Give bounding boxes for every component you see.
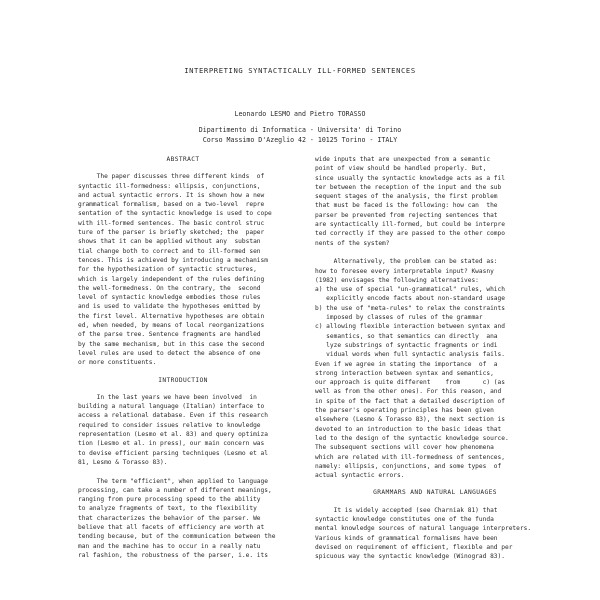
text-line: believe that all facets of efficiency are worth at <box>78 523 265 531</box>
text-line: nents of the system? <box>315 239 390 247</box>
text-line: that characterizes the behavior of the parser. We <box>78 514 261 522</box>
text-line: Various kinds of grammatical formalisms have been <box>315 534 498 542</box>
introduction-heading: INTRODUCTION <box>158 376 208 384</box>
text-line: tion (Lesmo et al. in press), our main concern was <box>78 440 265 448</box>
text-line: our approach is quite different from c) (as <box>315 379 505 387</box>
text-line: led to the design of the syntactic knowledge source. <box>315 434 509 442</box>
text-line: 81, Lesmo & Torasso 83). <box>78 458 168 466</box>
affiliation-line: Dipartimento di Informatica - Universita' di Torino <box>198 126 402 134</box>
text-line: the parser's operating principles has been given <box>315 407 494 415</box>
text-line: access a relational database. Even if this research <box>78 412 268 420</box>
text-line: syntactic knowledge constitutes one of the funda <box>315 515 494 523</box>
text-line: a) the use of special "un-grammatical" rules, which <box>315 286 505 294</box>
text-line: to analyze fragments of text, to the flexibility <box>78 505 257 513</box>
text-line: devoted to an introduction to the basic ideas that <box>315 425 502 433</box>
introduction-body <box>78 393 288 560</box>
text-line: parser be prevented from rejecting sentences that <box>315 211 498 219</box>
text-line: (1982) envisages the following alternatives: <box>315 276 479 284</box>
text-line: c) allowing flexible interaction between syntax and <box>315 323 505 331</box>
text-line: level rules are used to detect the absence of one <box>78 349 261 357</box>
text-line: shows that it can be applied without any substan <box>78 238 261 246</box>
text-line: tending because, but of the communication between the <box>78 533 276 541</box>
text-line: lyze substrings of syntactic fragments or indi <box>315 341 498 349</box>
text-line: by the same mechanism, but in this case the second <box>78 340 265 348</box>
text-line: ter between the reception of the input and the sub <box>315 183 502 191</box>
text-line: Even if we agree in stating the importance of a <box>315 360 498 368</box>
author-line: Leonardo LESMO and Pietro TORASSO <box>234 110 366 118</box>
text-line: In the last years we have been involved in <box>78 393 257 401</box>
text-line: since usually the syntactic knowledge acts as a fil <box>315 174 505 182</box>
right-column-body <box>315 155 555 480</box>
text-line: wide inputs that are unexpected from a semantic <box>315 156 491 163</box>
abstract-heading: ABSTRACT <box>166 156 200 163</box>
text-line: ture of the parser is briefly sketched; the paper <box>78 229 265 237</box>
text-line: explicitly encode facts about non-standard usage <box>315 295 505 303</box>
text-line: The subsequent sections will cover how phenomena <box>315 444 494 452</box>
text-line: grammatical formalism, based on a two-level repre <box>78 201 265 209</box>
text-line: vidual words when full syntactic analysis fails. <box>315 351 505 359</box>
right-column <box>315 155 555 565</box>
text-line: which is largely independent of the rules defining <box>78 275 265 283</box>
text-line: ted correctly if they are passed to the other compo <box>315 230 505 238</box>
text-line: building a natural language (Italian) interface to <box>78 403 265 411</box>
text-line: processing, can take a number of different meanings, <box>78 486 272 494</box>
text-line: representation (Lesmo et al. 83) and query optimiza <box>78 431 268 439</box>
abstract-body <box>78 172 288 367</box>
text-line: point of view should be handled properly. But, <box>315 165 487 173</box>
text-line: well as from the other ones). For this reason, and <box>315 388 502 396</box>
text-line: sequent stages of the analysis, the first problem <box>315 193 498 201</box>
text-line: are syntactically ill-formed, but could be interpre <box>315 221 505 229</box>
grammars-section-heading: GRAMMARS AND NATURAL LANGUAGES <box>373 489 497 497</box>
text-line: devised on requirement of efficient, flexible and per <box>315 543 513 551</box>
text-line: which are related with ill-formedness of sentences, <box>315 453 505 461</box>
text-line: man and the machine has to occur in a really natu <box>78 542 261 550</box>
grammars-section-body <box>315 506 555 562</box>
paper-title: INTERPRETING SYNTACTICALLY ILL-FORMED SENTENCES <box>184 66 416 75</box>
text-line: how to foresee every interpretable input? Kwasny <box>315 267 494 275</box>
text-line: for the hypothesization of syntactic structures, <box>78 266 257 274</box>
text-line: The term "efficient", when applied to language <box>78 477 268 485</box>
text-line: ranging from pure processing speed to the ability <box>78 496 261 504</box>
left-column <box>78 155 288 564</box>
text-line: sentation of the syntactic knowledge is used to cope <box>78 210 272 218</box>
text-line: The paper discusses three different kinds of <box>78 173 265 181</box>
text-line: spicuous way the syntactic knowledge (Winograd 83). <box>315 553 505 561</box>
text-line: imposed by classes of rules of the grammar <box>315 314 483 322</box>
text-line: mental knowledge sources of natural language interpreters. <box>315 525 532 533</box>
text-line: strong interaction between syntax and semantics, <box>315 369 494 377</box>
text-line: that must be faced is the following: how can the <box>315 202 498 210</box>
text-line: Alternatively, the problem can be stated as: <box>315 258 498 266</box>
text-line: to devise efficient parsing techniques (Lesmo et al <box>78 449 268 457</box>
text-line: ed, when needed, by means of local reorganizations <box>78 322 265 330</box>
text-line: actual syntactic errors. <box>315 472 405 480</box>
text-line: It is widely accepted (see Charniak 81) that <box>315 506 498 514</box>
text-line: the well-formedness. On the contrary, the second <box>78 284 261 292</box>
text-line: of the parse tree. Sentence fragments are handled <box>78 331 261 339</box>
text-line: in spite of the fact that a detailed description of <box>315 397 505 405</box>
text-line <box>78 467 288 476</box>
text-line: semantics, so that semantics can directly ana <box>315 332 498 340</box>
text-line: b) the use of "meta-rules" to relax the constraints <box>315 304 505 312</box>
text-line: tences. This is achieved by introducing a mechanism <box>78 256 268 264</box>
text-line <box>315 248 555 257</box>
text-line: or more constituents. <box>78 359 157 367</box>
text-line: the first level. Alternative hypotheses are obtain <box>78 312 265 320</box>
text-line: elsewhere (Lesmo & Torasso 83), the next section is <box>315 416 505 424</box>
text-line: ral fashion, the robustness of the parser, i.e. its <box>78 551 268 559</box>
text-line: syntactic ill-formedness: ellipsis, conjunctions, <box>78 182 261 190</box>
text-line: with ill-formed sentences. The basic control struc <box>78 219 265 227</box>
text-line: and actual syntactic errors. It is shown how a new <box>78 191 265 199</box>
text-line: tial change both to correct and to ill-formed sen <box>78 247 261 255</box>
text-line: namely: ellipsis, conjunctions, and some types of <box>315 462 502 470</box>
text-line: level of syntactic knowledge embodies those rules <box>78 294 261 302</box>
text-line: required to consider issues relative to knowledge <box>78 421 261 429</box>
text-line: and is used to validate the hypotheses emitted by <box>78 303 261 311</box>
address-line: Corso Massimo D'Azeglio 42 - 10125 Torino - ITALY <box>202 136 398 144</box>
